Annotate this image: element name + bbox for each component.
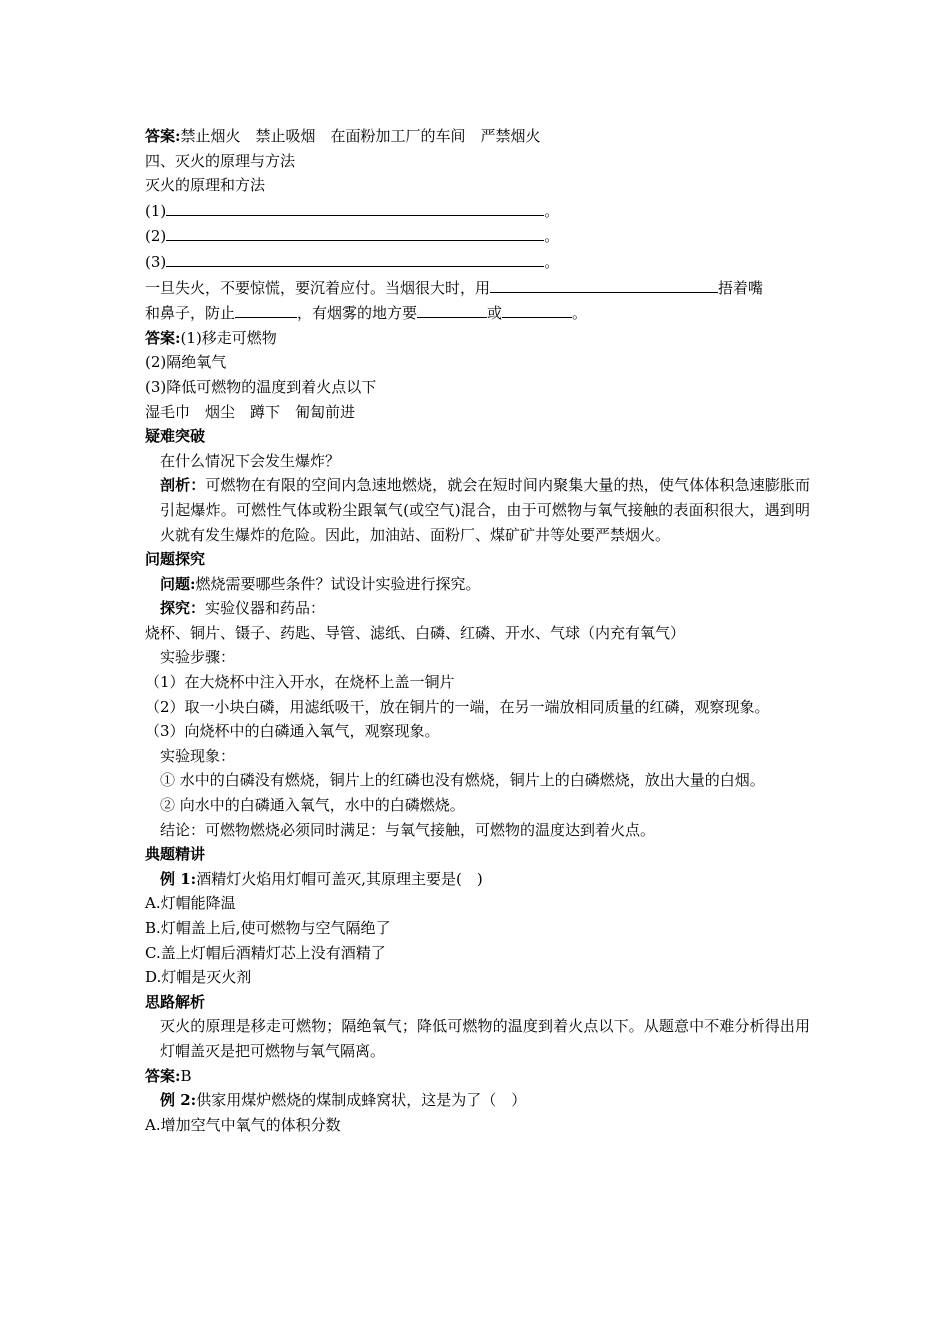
answer-value: B [180, 1066, 192, 1085]
fire-para-part1: 一旦失火，不要惊慌，要沉着应付。当烟很大时，用 [145, 278, 491, 297]
example-text: 供家用煤炉燃烧的煤制成蜂窝状，这是为了（ ） [196, 1091, 527, 1110]
phenomena-label: 实验现象： [160, 746, 236, 765]
blank-end: 。 [544, 252, 560, 271]
section4-title: 四、灭火的原理与方法 [145, 151, 296, 170]
option-c: C.盖上灯帽后酒精灯芯上没有酒精了 [145, 943, 386, 962]
analysis-text: 可燃物在有限的空间内急速地燃烧，就会在短时间内聚集大量的热，使气体体积急速膨胀而引起爆炸。可燃性气体或粉尘跟氧气(或空气)混合，由于可燃物与氧气接触的表面积很大，遇到明火就有发生爆炸的危险。因此，加油站、面粉厂、煤矿矿井等处要严禁烟火。 [160, 476, 810, 544]
thinking-text: 灭火的原理是移走可燃物；隔绝氧气；降低可燃物的温度到着火点以下。从题意中不难分析得出用灯帽盖灭是把可燃物与氧气隔离。 [160, 1017, 810, 1060]
fire-para-line-1 [145, 275, 810, 301]
example-2-question [145, 1088, 810, 1113]
step-1: （1）在大烧杯中注入开水，在烧杯上盖一铜片 [145, 673, 455, 692]
example-1-answer [145, 1064, 810, 1089]
blank-line-1 [145, 198, 810, 224]
example-2-option-a: A.增加空气中氧气的体积分数 [145, 1115, 341, 1134]
steps-label: 实验步骤： [160, 648, 236, 667]
fire-methods-title: 灭火的原理和方法 [145, 176, 266, 195]
explore-label: 探究： [160, 599, 206, 618]
answer-item: (3)降低可燃物的温度到着火点以下 [145, 377, 377, 396]
answer-label: 答案: [145, 1066, 181, 1085]
thinking-title: 思路解析 [145, 992, 206, 1011]
blank-line-2 [145, 223, 810, 249]
blank-number: (3) [145, 252, 167, 271]
blank-line-3 [145, 249, 810, 275]
blank-end: 。 [544, 201, 560, 220]
fire-para-part5: 或 [487, 304, 503, 323]
materials-list: 烧杯、铜片、镊子、药匙、导管、滤纸、白磷、红磷、开水、气球（内充有氧气） [145, 623, 686, 642]
conclusion: 结论：可燃物燃烧必须同时满足：与氧气接触，可燃物的温度达到着火点。 [160, 820, 656, 839]
fill-blank [166, 249, 544, 267]
blank-end: 。 [544, 227, 560, 246]
difficulty-question: 在什么情况下会发生爆炸？ [160, 451, 341, 470]
answer-label: 答案: [145, 127, 181, 145]
answer-item: 湿毛巾 烟尘 蹲下 匍匐前进 [145, 402, 356, 421]
fill-blank [490, 275, 718, 293]
step-2: （2）取一小块白磷，用滤纸吸干，放在铜片的一端，在另一端放相同质量的红磷，观察现象。 [145, 697, 770, 716]
fill-blank [417, 300, 487, 318]
fill-blank [502, 300, 572, 318]
intro-answer-text: 禁止烟火 禁止吸烟 在面粉加工厂的车间 严禁烟火 [180, 127, 541, 145]
document-page [145, 124, 810, 1137]
analysis-label: 剖析： [160, 476, 206, 495]
fill-blank [235, 300, 297, 318]
phenomenon-2: ② 向水中的白磷通入氧气，水中的白磷燃烧。 [160, 796, 465, 815]
difficulty-title: 疑难突破 [145, 427, 206, 446]
inquiry-question [145, 572, 810, 597]
step-3: （3）向烧杯中的白磷通入氧气，观察现象。 [145, 722, 440, 741]
answer-item: (2)隔绝氧气 [145, 353, 227, 372]
option-d: D.灯帽是灭火剂 [145, 968, 252, 987]
fill-blank [166, 223, 544, 241]
fire-para-line-2 [145, 300, 810, 326]
difficulty-analysis [145, 473, 810, 547]
answer-item: (1)移走可燃物 [180, 328, 277, 347]
fire-para-part3: 和鼻子，防止 [145, 304, 236, 323]
example-label: 例 2: [160, 1091, 197, 1110]
question-label: 问题: [160, 574, 196, 593]
answers2-line-1 [145, 326, 810, 351]
intro-answer-line [145, 124, 810, 149]
example-1-question [145, 867, 810, 892]
option-a: A.灯帽能降温 [145, 894, 236, 913]
examples-title: 典题精讲 [145, 845, 206, 864]
blank-number: (1) [145, 201, 167, 220]
answer-label: 答案: [145, 328, 181, 347]
inquiry-explore [145, 596, 810, 621]
phenomenon-1: ① 水中的白磷没有燃烧，铜片上的红磷也没有燃烧，铜片上的白磷燃烧，放出大量的白烟。 [160, 771, 765, 790]
option-b: B.灯帽盖上后,使可燃物与空气隔绝了 [145, 919, 391, 937]
inquiry-title: 问题探究 [145, 550, 206, 569]
fire-para-part6: 。 [572, 304, 588, 323]
fire-para-part2: 捂着嘴 [718, 278, 764, 297]
example-label: 例 1: [160, 869, 197, 888]
example-text: 酒精灯火焰用灯帽可盖灭,其原理主要是( ) [196, 869, 483, 888]
explore-text: 实验仪器和药品： [205, 599, 326, 618]
blank-number: (2) [145, 227, 167, 246]
fill-blank [166, 198, 544, 216]
fire-para-part4: ，有烟雾的地方要 [297, 304, 418, 323]
question-text: 燃烧需要哪些条件？试设计实验进行探究。 [195, 574, 481, 593]
